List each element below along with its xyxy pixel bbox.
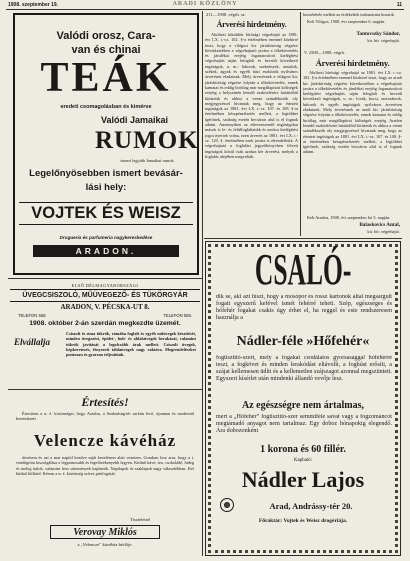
toothpaste-headline: CSALÓ- — [254, 245, 352, 294]
toothpaste-depot: Főraktár: Vojtek és Weisz drogériája. — [258, 518, 348, 524]
toothpaste-available-label: Kapható: — [293, 458, 313, 463]
column-rule — [202, 11, 203, 556]
cafe-ad-role: a „Velencze” kávéház bérlője. — [77, 542, 133, 547]
glass-ad-offer-text: Csiszolt és sima tükrök, rámába foglalt és egyéb műüvegek készítését, minden üvegezést, épület-, bolt- és ablaküvegek berakását, valamint tükrök javítását a legolcsóbb árak mellett. Csiszolt üvegek, képkeretezés, fényezett táblaüvegek nagy raktára. Megrendeléseket pontosan és gyorsan teljesítünk. — [66, 331, 196, 358]
masthead — [6, 1, 404, 10]
toothpaste-price: 1 korona és 60 fillér. — [260, 444, 346, 455]
issue-date: 1908. szeptember 19. — [8, 2, 59, 8]
previous-notice-signer: Tantovszky Sándor, — [356, 31, 400, 37]
cafe-ad-closing: Tisztelettel — [130, 517, 151, 522]
maker-seal-inner-icon — [224, 502, 230, 508]
auction-1-body: Alulírott kiküldött bírósági végrehajtó az 1881. évi LX. t.-cz. 102. §-a értelmében ezennel közhírré teszi, hogy a világosi kir. járásbíróság végzése következtében a végrehajtató javára a tőkekövetelés és járulékai erejéig foganatosított kielégítési végrehajtás utján lefoglalt és becsült következő ingóságok, u. m.: bútorok, szekrények, asztalok, székek, ágyak és egyéb házi eszközök nyilvános árverésen eladatnak. Mely árverésnek a világosi kir. járásbíróság végzése folytán a tőkekövetelés, ennek kamatai és eddig biróilag már megállapított költségek erejéig a helyszínén leendő eszközlésére határidőül kitüzetik és ahhoz a venni szándékozók oly megjegyzéssel hivatnak meg, hogy az érintett ingóságok az 1881. évi LX. t.-cz. 107. és 108. §-ai értelmében készpénzfizetés mellett, a legtöbbet ígérőnek, szükség esetén becsáron alul is el fognak adatni. Amennyiben az elárverezendő ingóságokat mások is le- és felülfoglaltatták és azokra kielégítési jogot nyertek volna, ezen árverés az 1881. évi LX. t.-cz. 120. §. értelmében ezek javára is elrendeltetik. A végrehajtató a foglalási jegyzőkönyvben felvett ingóságok közül csak azokra kér árverést, melyek a foglalás idejében megvoltak. — [205, 32, 298, 159]
glass-ad-name: ÜVEGCSISZOLÓ, MŰÜVEGEZŐ- ÉS TÜKÖRGYÁR — [10, 289, 200, 302]
toothpaste-description: fogtisztító-szert, mely a fogakat csodálatos gyorsasággal hófehérré teszi, a fogkövet és minden lerakódást eltávolít, a foghúst erősíti, a szájat kellemesen üdíti és a kellemetlen szájszagot azonnal megszünteti. Egyszeri kísérlet után mindenki állandó vevője lesz. — [216, 355, 392, 382]
toothpaste-health-text: mert a „Hőfehér” fogtisztító-szer semmiféle savat vagy a fogzománcot megtámadó anyagot nem tartalmaz. Egy doboz hónapokig elegendő. Ára dobozonként — [216, 414, 392, 434]
maker-seal-icon — [220, 498, 234, 512]
glass-ad-address: ARADON, V. PÉCSKA-UT 8. — [60, 303, 150, 311]
previous-notice-signer-role: kir. bír. végrehajtó. — [367, 38, 400, 43]
toothpaste-headline-wrap — [206, 245, 400, 294]
city-banner: ARADON. — [33, 245, 179, 257]
toothpaste-maker-address: Arad, Andrássy-tér 20. — [269, 501, 353, 511]
auction-2-signer-role: kir. bír. végrehajtó. — [367, 229, 400, 234]
cafe-ad-intro: Értesítem a n. é. közönséget, hogy Aradon, a Szabadság-tér sarkán levő, újonnan és modernül berendezett — [16, 411, 194, 422]
previous-notice-dated: Kelt Világos, 1908. évi szeptember 6. napján. — [307, 19, 386, 24]
auction-notice-2 — [303, 12, 402, 237]
tea-ad-line-1: Valódi orosz, Cara- — [56, 30, 156, 42]
toothpaste-lead: dik se, aki azt hiszi, hogy a mosópor és rossz kartonok által megsárgult fogait egyszerű kefével ismét fehérré teheti. Szép, egészséges és hófehér fogakat csakis úgy érhet el, ha reggel és este rendszeresen használja a — [216, 294, 392, 321]
cafe-advertisement — [10, 391, 200, 551]
subcolumn-rule — [300, 12, 301, 236]
cafe-ad-signature: Verovay Miklós — [50, 525, 160, 539]
glass-ad-phone-left: TELEFON 558. — [18, 313, 47, 318]
cafe-ad-heading: Értesítés! — [81, 395, 129, 409]
company-trade: Drogueria és parfumeria nagykereskedése — [59, 235, 153, 240]
shop-line-1: Legelőnyösebben ismert bevásár- — [29, 168, 183, 179]
tea-ad-line-2: van és chinai — [71, 44, 141, 56]
tea-packaging-note: eredeti csomagolásban és kimérve — [60, 104, 152, 110]
glass-ad-opening: 1908. október 2-án szerdán megkezdte üzemét. — [29, 320, 181, 327]
auction-1-title: Árverési hirdetmény. — [216, 20, 287, 29]
auction-2-title: Árverési hirdetmény. — [315, 58, 390, 68]
rum-note: ismert legjobb Jamaikai rumok — [120, 158, 174, 163]
newspaper-title: ARADI KÖZLÖNY — [172, 1, 238, 7]
glass-ad-offer-label: Elvállalja — [14, 337, 50, 347]
auction-2-reference: V. 2500—1908. végrh. — [304, 50, 346, 55]
toothpaste-health-claim: Az egészségre nem ártalmas, — [242, 400, 364, 411]
toothpaste-maker: Nádler Lajos — [241, 467, 365, 492]
glass-factory-advertisement — [10, 280, 200, 387]
glass-ad-kicker: ELSŐ DÉLMAGYARORSZÁGI — [71, 283, 139, 288]
rum-headline: RUMOK — [95, 127, 199, 154]
cafe-name: Velencze kávéház — [33, 431, 177, 450]
left-column-divider-1 — [8, 278, 202, 279]
cafe-ad-body: átvettem és azt a mai naptól kezdve saját kezelésem alatt vezetem. Gondom lesz arra, hogy a t. vendégeim kiszolgálása a legpontosabb és legelőzékenyebb legyen. Kitűnő kávé, tea, csokoládé, hideg és meleg italok, valamint friss sütemények kaphatók. Napilapok és szaklapok nagy választékban. Két kitűnő billiárd. Kérem a n. é. közönség szíves pártfogását. — [16, 455, 194, 476]
auction-2-signer: Balaskovics Antal, — [359, 222, 400, 228]
previous-notice-tail: közzététele mellett az érdekeltek tudomására hozatik. — [303, 12, 395, 17]
tea-rum-advertisement — [13, 13, 199, 275]
page-number: 11 — [396, 2, 402, 8]
shop-line-2: lási hely: — [85, 182, 127, 193]
company-name: VOJTEK ÉS WEISZ — [19, 202, 193, 225]
glass-ad-phone-right: TELEFON 558. — [163, 313, 192, 318]
left-column-divider-2 — [8, 389, 202, 390]
toothpaste-product-name: Nádler-féle »Hőfehér« — [236, 334, 370, 349]
tea-headline: TEÁK — [40, 55, 172, 101]
auction-notice-1 — [205, 12, 298, 237]
auction-2-body: Alulírott bírósági végrehajtó az 1881. évi LX. t.-cz. 102. §-a értelmében ezennel közhírré teszi, hogy az aradi kir. járásbíróság végzése következtében a végrehajtató javára a tőkekövetelés és járulékai erejéig foganatosított kielégítési végrehajtás utján lefoglalt és becsült következő ingóságok, u. m.: lovak, kocsi, szerszámok, bútorok és egyéb ingóságok nyilvános árverésen eladatnak. Mely árverésnek az aradi kir. járásbíróság végzése folytán a tőkekövetelés, ennek kamatai és eddig biróilag már megállapított költségek erejéig Aradon leendő eszközlésére határidőül kitüzetik és ahhoz a venni szándékozók oly megjegyzéssel hivatnak meg, hogy az érintett ingóságok az 1881. évi LX. t.-cz. 107. és 108. §-ai értelmében készpénzfizetés mellett, a legtöbbet ígérőnek, szükség esetén becsáron alul is el fognak adatni. — [303, 70, 402, 155]
auction-1-reference: 211—1908. végrh. sz. — [206, 12, 246, 17]
rum-intro: Valódi Jamaikai — [101, 115, 169, 125]
auction-2-dated: Kelt Aradon, 1908. évi szeptember hó 5. napján. — [307, 215, 391, 220]
right-column-divider — [204, 238, 402, 239]
toothpaste-advertisement — [205, 241, 401, 556]
